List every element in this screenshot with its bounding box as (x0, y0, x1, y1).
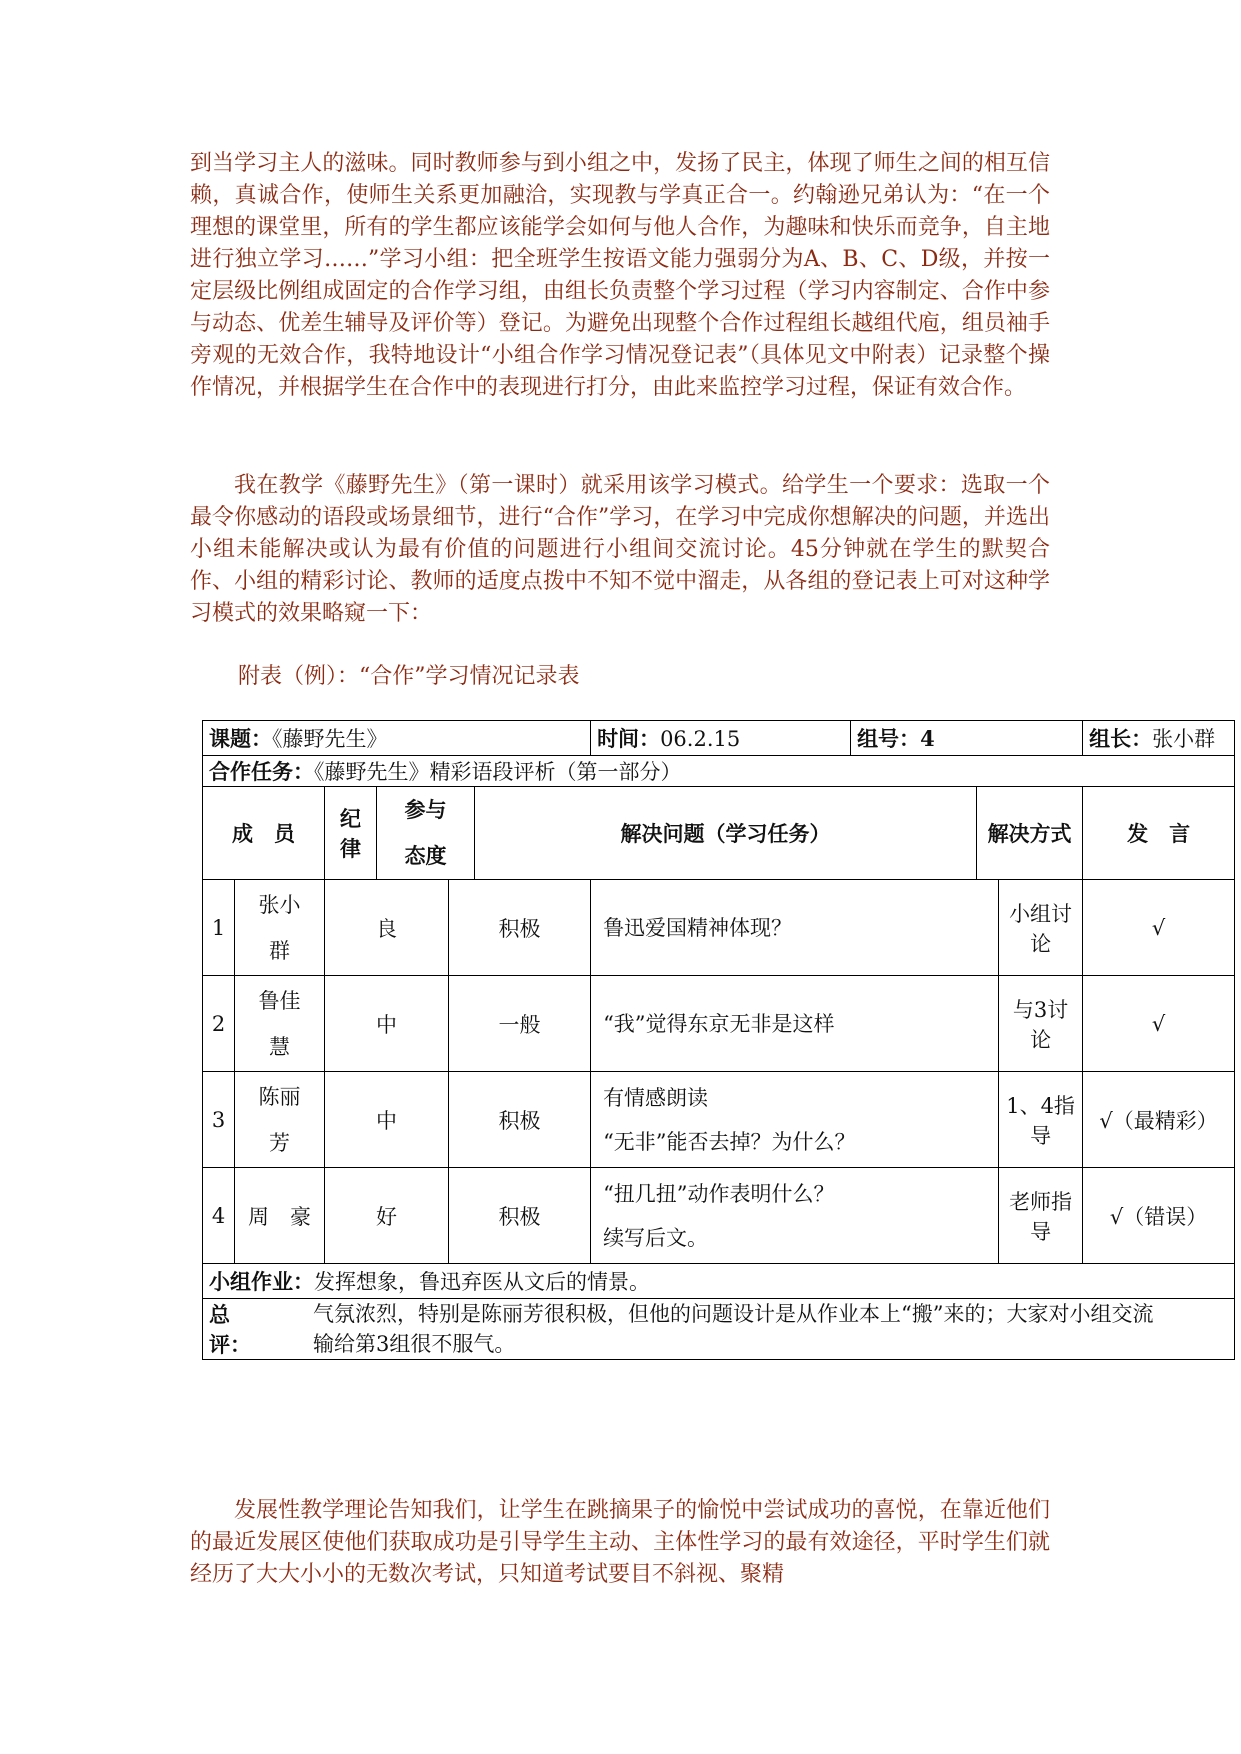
member-speech: √（最精彩） (1083, 1072, 1235, 1168)
summary-row (203, 1299, 1235, 1360)
member-name-line1: 张小 (258, 892, 301, 917)
member-method: 小组讨论 (999, 880, 1083, 976)
col-attitude-line2: 态度 (404, 843, 447, 868)
leader-label: 组长： (1089, 726, 1153, 751)
paragraph-theory: 发展性教学理论告知我们，让学生在跳摘果子的愉悦中尝试成功的喜悦，在靠近他们的最近发展区使他们获取成功是引导学生主动、主体性学习的最有效途径，平时学生们就经历了大大小小的无数次考试，只知道考试要目不斜视、聚精 (190, 1498, 1050, 1587)
table-caption: 附表（例）：“合作”学习情况记录表 (238, 664, 580, 689)
time-cell (591, 721, 851, 756)
member-name-line1: 周 豪 (248, 1204, 311, 1229)
homework-value: 发挥想象，鲁迅弃医从文后的情景。 (314, 1270, 650, 1294)
member-question (591, 880, 999, 976)
member-discipline: 好 (325, 1168, 449, 1264)
topic-cell (203, 721, 591, 756)
member-name-line1: 鲁佳 (258, 988, 301, 1013)
group-label: 组号： (857, 726, 921, 751)
member-attitude: 一般 (449, 976, 591, 1072)
column-header-row (203, 787, 1235, 880)
member-discipline: 良 (325, 880, 449, 976)
member-no: 4 (203, 1168, 235, 1264)
col-question: 解决问题（学习任务） (475, 787, 977, 880)
member-name (235, 1168, 325, 1264)
question-line2: 续写后文。 (603, 1225, 709, 1250)
question-line1: “我”觉得东京无非是这样 (603, 1011, 835, 1036)
col-attitude-line1: 参与 (404, 797, 447, 822)
member-name-line2: 群 (269, 938, 290, 963)
question-line2: “无非”能否去掉？为什么？ (603, 1129, 856, 1154)
member-speech: √（错误） (1083, 1168, 1235, 1264)
homework-row (203, 1264, 1235, 1299)
member-speech: √ (1083, 976, 1235, 1072)
member-no: 3 (203, 1072, 235, 1168)
time-label: 时间： (597, 726, 661, 751)
group-value: 4 (920, 726, 935, 751)
member-attitude: 积极 (449, 880, 591, 976)
homework-label: 小组作业： (209, 1269, 314, 1294)
summary-value: 气氛浓烈，特别是陈丽芳很积极，但他的问题设计是从作业本上“搬”来的；大家对小组交流输给第3组很不服气。 (313, 1302, 1154, 1356)
table-header-row (203, 721, 1235, 756)
task-label: 合作任务： (209, 759, 314, 784)
member-no: 1 (203, 880, 235, 976)
member-method: 老师指导 (999, 1168, 1083, 1264)
member-speech: √ (1083, 880, 1235, 976)
table-row (203, 880, 1235, 976)
summary-cell (203, 1299, 1235, 1360)
task-cell (203, 756, 1235, 787)
col-discipline: 纪律 (325, 787, 377, 880)
member-attitude: 积极 (449, 1168, 591, 1264)
paragraph-teaching: 我在教学《藤野先生》（第一课时）就采用该学习模式。给学生一个要求：选取一个最令你感动的语段或场景细节，进行“合作”学习，在学习中完成你想解决的问题，并选出小组未能解决或认为最有价值的问题进行小组间交流讨论。45分钟就在学生的默契合作、小组的精彩讨论、教师的适度点拨中不知不觉中溜走，从各组的登记表上可对这种学习模式的效果略窥一下： (190, 473, 1050, 626)
col-member: 成 员 (203, 787, 325, 880)
question-line1: “扭几扭”动作表明什么？ (603, 1181, 835, 1206)
table-row (203, 976, 1235, 1072)
cooperation-record-table (202, 720, 1235, 1360)
member-name (235, 976, 325, 1072)
member-discipline: 中 (325, 976, 449, 1072)
member-question (591, 1168, 999, 1264)
col-method: 解决方式 (977, 787, 1083, 880)
member-no: 2 (203, 976, 235, 1072)
task-row (203, 756, 1235, 787)
member-discipline: 中 (325, 1072, 449, 1168)
col-speech: 发 言 (1083, 787, 1235, 880)
member-name-line2: 芳 (269, 1130, 290, 1155)
table-row (203, 1168, 1235, 1264)
member-method: 与3讨论 (999, 976, 1083, 1072)
topic-label: 课题： (209, 726, 272, 751)
member-question (591, 976, 999, 1072)
leader-value: 张小群 (1152, 727, 1216, 751)
time-value: 06.2.15 (660, 727, 741, 751)
topic-value: 《藤野先生》 (272, 727, 388, 751)
question-line1: 有情感朗读 (603, 1085, 709, 1110)
leader-cell (1083, 721, 1235, 756)
member-name-line2: 慧 (269, 1034, 290, 1059)
table-row (203, 1072, 1235, 1168)
member-attitude: 积极 (449, 1072, 591, 1168)
member-name (235, 880, 325, 976)
homework-cell (203, 1264, 1235, 1299)
task-value: 《藤野先生》精彩语段评析（第一部分） (314, 760, 682, 784)
member-question (591, 1072, 999, 1168)
question-line1: 鲁迅爱国精神体现？ (603, 915, 793, 940)
member-name (235, 1072, 325, 1168)
col-attitude (377, 787, 475, 880)
group-cell (851, 721, 1083, 756)
paragraph-intro: 到当学习主人的滋味。同时教师参与到小组之中，发扬了民主，体现了师生之间的相互信赖，真诚合作，使师生关系更加融洽，实现教与学真正合一。约翰逊兄弟认为：“在一个理想的课堂里，所有的学生都应该能学会如何与他人合作，为趣味和快乐而竞争，自主地进行独立学习……”学习小组：把全班学生按语文能力强弱分为A、B、C、D级，并按一定层级比例组成固定的合作学习组，由组长负责整个学习过程（学习内容制定、合作中参与动态、优差生辅导及评价等）登记。为避免出现整个合作过程组长越组代庖，组员袖手旁观的无效合作，我特地设计“小组合作学习情况登记表”（具体见文中附表）记录整个操作情况，并根据学生在合作中的表现进行打分，由此来监控学习过程，保证有效合作。 (190, 151, 1050, 400)
summary-label: 总 评： (209, 1302, 272, 1357)
member-name-line1: 陈丽 (258, 1084, 301, 1109)
member-method: 1、4指导 (999, 1072, 1083, 1168)
